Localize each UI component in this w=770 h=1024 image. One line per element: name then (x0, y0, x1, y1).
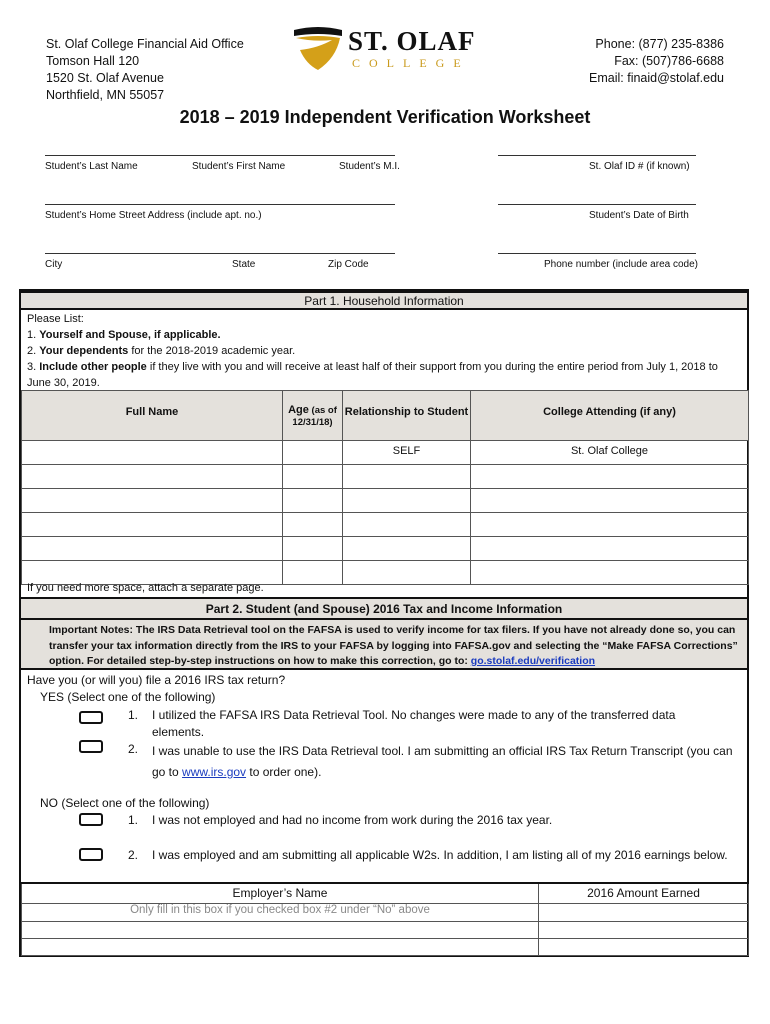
yes-option-2-pre: I was unable to use the IRS Data Retrieval tool. I am submitting an official IRS Tax Return Transcript (you can go to (152, 744, 733, 779)
item-number: 3. (27, 361, 40, 373)
important-notes-text (49, 623, 739, 670)
email-text: Email: finaid@stolaf.edu (589, 71, 724, 85)
col-full-name (22, 391, 283, 441)
employer-hint: Only fill in this box if you checked box #2 under “No” above (130, 903, 430, 916)
verification-link[interactable]: go.stolaf.edu/verification (470, 655, 596, 667)
name-line[interactable] (45, 155, 395, 156)
yes-option-1-checkbox[interactable] (79, 711, 103, 724)
please-list: Please List: (27, 313, 84, 325)
table-row[interactable] (22, 537, 749, 561)
amount-cell[interactable] (539, 938, 749, 955)
relationship-cell[interactable] (343, 489, 471, 513)
irs-link[interactable]: www.irs.gov (182, 765, 247, 779)
item-number: 1. (27, 329, 40, 341)
item-number: 2. (27, 345, 40, 357)
tax-return-question: Have you (or will you) file a 2016 IRS tax return? (27, 673, 286, 687)
table-row[interactable] (22, 489, 749, 513)
college-cell[interactable] (471, 537, 749, 561)
college-cell[interactable]: St. Olaf College (471, 441, 749, 465)
yes-option-2-text (152, 741, 742, 783)
important-notes (21, 620, 747, 670)
age-cell[interactable] (283, 489, 343, 513)
name-cell[interactable] (22, 513, 283, 537)
relationship-cell[interactable] (343, 561, 471, 585)
col-label: College Attending (if any) (543, 405, 676, 418)
col-relationship (343, 391, 471, 441)
table-row[interactable] (22, 938, 749, 955)
no-option-2-number: 2. (128, 848, 139, 862)
office-street: 1520 St. Olaf Avenue (46, 71, 164, 85)
college-cell[interactable] (471, 465, 749, 489)
amount-cell[interactable] (539, 903, 749, 921)
table-row[interactable] (22, 513, 749, 537)
age-cell[interactable] (283, 465, 343, 489)
address-line[interactable] (45, 204, 395, 205)
office-city: Northfield, MN 55057 (46, 88, 165, 102)
state-label: State (232, 259, 256, 270)
phone-text: Phone: (877) 235-8386 (595, 37, 724, 51)
relationship-cell[interactable] (343, 513, 471, 537)
id-line[interactable] (498, 155, 696, 156)
dob-label: Student’s Date of Birth (589, 210, 689, 221)
yes-option-2-checkbox[interactable] (79, 740, 103, 753)
no-option-2-text: I was employed and am submitting all applicable W2s. In addition, I am listing all of my 2016 earnings below. (152, 848, 728, 862)
office-name: St. Olaf College Financial Aid Office (46, 37, 244, 51)
logo-wordmark: ST. OLAF (348, 26, 476, 56)
part1-instructions (27, 311, 727, 391)
table-row[interactable] (22, 441, 749, 465)
yes-option-1-text: I utilized the FAFSA IRS Data Retrieval Tool. No changes were made to any of the transferred data elements. (152, 708, 676, 739)
city-line[interactable] (45, 253, 395, 254)
col-label: Employer’s Name (232, 886, 328, 901)
item-bold: Your dependents (39, 345, 129, 357)
more-space-note: If you need more space, attach a separate page. (27, 582, 264, 594)
name-cell[interactable] (22, 441, 283, 465)
address-label: Student’s Home Street Address (include apt. no.) (45, 210, 262, 221)
age-cell[interactable] (283, 561, 343, 585)
name-cell[interactable] (22, 489, 283, 513)
phone-line[interactable] (498, 253, 696, 254)
no-label: NO (Select one of the following) (40, 796, 210, 810)
contact-info (589, 36, 724, 87)
fax-text: Fax: (507)786-6688 (614, 54, 724, 68)
oles-shield-icon (292, 26, 344, 72)
no-option-1-number: 1. (128, 813, 139, 827)
yes-option-2-post: to order one). (246, 765, 322, 779)
office-building: Tomson Hall 120 (46, 54, 140, 68)
last-name-label: Student’s Last Name (45, 161, 138, 172)
no-option-2-checkbox[interactable] (79, 848, 103, 861)
st-olaf-logo (292, 26, 482, 74)
id-label: St. Olaf ID # (if known) (589, 161, 690, 172)
employer-cell[interactable] (22, 921, 539, 938)
earnings-header-row (22, 883, 749, 903)
col-label: Relationship to Student (344, 405, 469, 418)
item-bold: Yourself and Spouse, if applicable. (39, 329, 221, 341)
earnings-table (21, 882, 749, 956)
dob-line[interactable] (498, 204, 696, 205)
phone-label: Phone number (include area code) (544, 259, 698, 270)
relationship-cell[interactable]: SELF (343, 441, 471, 465)
part1-heading-text: Part 1. Household Information (304, 294, 464, 308)
college-cell[interactable] (471, 489, 749, 513)
age-cell[interactable] (283, 537, 343, 561)
col-age (283, 391, 343, 441)
item-rest: if they live with you and will receive at least half of their support from you during the entire period from July 1, 2018 to June 30, 2019. (27, 361, 718, 389)
col-amount (539, 883, 749, 903)
amount-cell[interactable] (539, 921, 749, 938)
instr-item-1 (27, 327, 727, 343)
instr-item-2 (27, 343, 727, 359)
city-label: City (45, 259, 63, 270)
mi-label: Student’s M.I. (339, 161, 400, 172)
college-cell[interactable] (471, 561, 749, 585)
no-option-1-checkbox[interactable] (79, 813, 103, 826)
table-row[interactable] (22, 465, 749, 489)
col-label: Full Name (125, 405, 179, 418)
col-college (471, 391, 749, 441)
col-employer (22, 883, 539, 903)
item-rest: for the 2018-2019 academic year. (128, 345, 296, 357)
employer-cell[interactable] (22, 903, 539, 921)
household-table (21, 390, 749, 585)
instr-item-3 (27, 359, 727, 391)
col-label: Age (288, 403, 309, 416)
age-cell[interactable] (283, 441, 343, 465)
college-cell[interactable] (471, 513, 749, 537)
employer-cell[interactable] (22, 938, 539, 955)
zip-label: Zip Code (328, 259, 369, 270)
yes-option-2-number: 2. (128, 742, 139, 756)
col-label: 2016 Amount Earned (587, 886, 700, 901)
col-sublabel: (as of 12/31/18) (292, 404, 337, 428)
notes-body: Important Notes: The IRS Data Retrieval tool on the FAFSA is used to verify income for tax filers. If you have not already done so, you can transfer your tax information directly from the IRS to your FAFSA by logging into FAFSA.gov and selecting the “Make FAFSA Corrections” option. For detailed step-by-step instructions on how to make this correction, go to: (49, 624, 738, 667)
name-cell[interactable] (22, 465, 283, 489)
office-address (46, 36, 244, 104)
yes-option-1-number: 1. (128, 708, 139, 722)
household-header-row (22, 391, 749, 441)
no-option-1-text: I was not employed and had no income from work during the 2016 tax year. (152, 813, 553, 827)
yes-label: YES (Select one of the following) (40, 690, 216, 704)
first-name-label: Student’s First Name (192, 161, 286, 172)
age-cell[interactable] (283, 513, 343, 537)
table-row[interactable] (22, 903, 749, 921)
table-row[interactable] (22, 921, 749, 938)
page-title: 2018 – 2019 Independent Verification Worksheet (179, 107, 591, 127)
part2-heading (21, 597, 747, 620)
logo-college: COLLEGE (352, 56, 470, 70)
relationship-cell[interactable] (343, 537, 471, 561)
item-bold: Include other people (39, 361, 147, 373)
relationship-cell[interactable] (343, 465, 471, 489)
part1-heading (21, 291, 747, 310)
part2-heading-text: Part 2. Student (and Spouse) 2016 Tax and Income Information (205, 602, 563, 616)
name-cell[interactable] (22, 537, 283, 561)
